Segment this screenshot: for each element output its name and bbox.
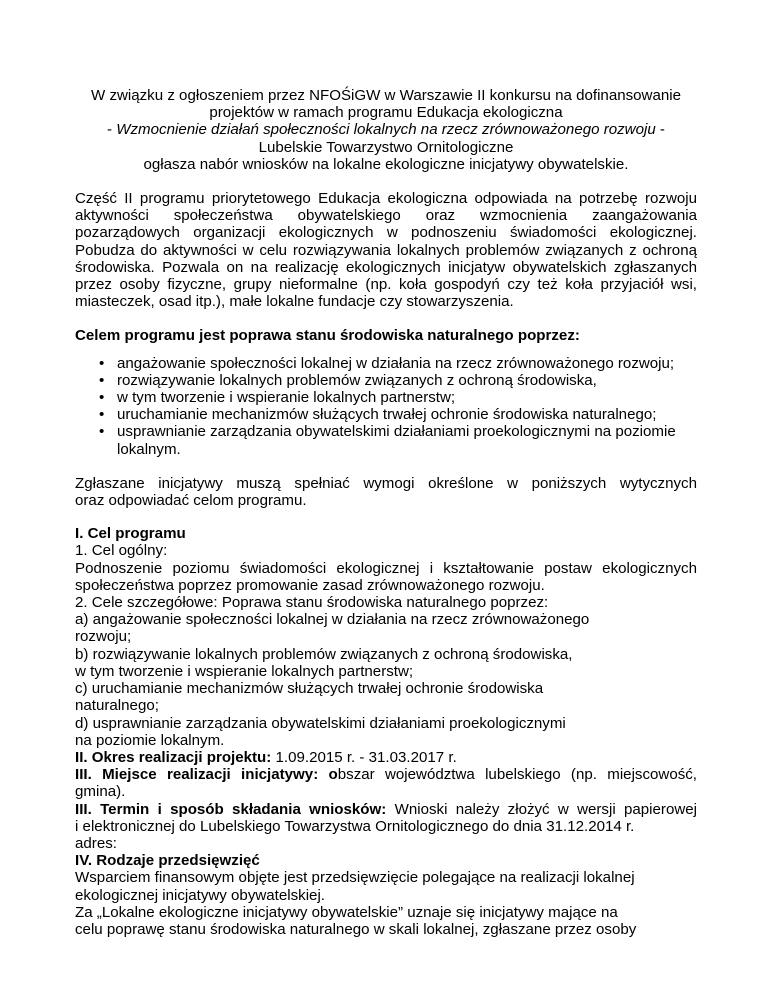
section-1-line: b) rozwiązywanie lokalnych problemów związanych z ochroną środowiska,: [75, 645, 573, 663]
organization-name: Lubelskie Towarzystwo Ornitologiczne: [258, 138, 514, 156]
bullet-item: [75, 423, 697, 457]
section-1-heading: I. Cel programu: [75, 525, 186, 543]
header-line-3-prefix: -: [107, 121, 117, 139]
section-1-line: Podnoszenie poziomu świadomości ekologicznej i kształtowanie postaw ekologicznych: [75, 559, 697, 577]
section-3b: [75, 801, 697, 853]
section-1-line: na poziomie lokalnym.: [75, 731, 225, 749]
bullet-text: angażowanie społeczności lokalnej w działania na rzecz zrównoważonego rozwoju;: [117, 354, 675, 372]
document-content: [75, 87, 697, 938]
section-4-heading: IV. Rodzaje przedsięwzięć: [75, 852, 260, 870]
section-1: [75, 525, 697, 749]
bullet-text: w tym tworzenie i wspieranie lokalnych partnerstw;: [117, 389, 456, 407]
bullet-dot: •: [99, 406, 105, 424]
intro-line: przez osoby fizyczne, grupy nieformalne (np. koła gospodyń czy też koła przyjaciół wsi,: [75, 276, 697, 294]
intro-line: aktywności społeczeństwa obywatelskiego oraz wzmocnienia zaangażowania: [75, 207, 697, 225]
section-1-line: 2. Cele szczegółowe: Poprawa stanu środowiska naturalnego poprzez:: [75, 594, 549, 612]
section-1-line: a) angażowanie społeczności lokalnej w działania na rzecz zrównoważonego: [75, 611, 590, 629]
section-4-line: Wsparciem finansowym objęte jest przedsięwzięcie polegające na realizacji lokalnej: [75, 869, 635, 887]
bullet-dot: •: [99, 423, 105, 441]
address-label: adres:: [75, 834, 117, 852]
section-2: [75, 749, 697, 766]
intro-line: miasteczek, osad itp.), małe lokalne fundacje czy stowarzyszenia.: [75, 293, 514, 311]
section-1-line: d) usprawnianie zarządzania obywatelskimi działaniami proekologicznymi: [75, 714, 566, 732]
section-3a-line: [75, 766, 697, 783]
intro-line: środowiska. Pozwala on na realizację ekologicznych inicjatyw obywatelskich zgłaszanych: [75, 258, 697, 276]
section-3a: [75, 766, 697, 800]
section-3b-line: i elektronicznej do Lubelskiego Towarzystwa Ornitologicznego do dnia 31.12.2014 r.: [75, 817, 635, 835]
section-3a-line: gmina).: [75, 783, 126, 801]
section-1-line: społeczeństwa poprzez promowanie zasad zrównoważonego rozwoju.: [75, 576, 545, 594]
section-4-line: celu poprawę stanu środowiska naturalnego w skali lokalnej, zgłaszane przez osoby: [75, 920, 637, 938]
section-4: [75, 852, 697, 938]
intro-line: Pobudza do aktywności w celu rozwiązywania lokalnych problemów związanych z ochroną: [75, 241, 697, 259]
section-1-line: rozwoju;: [75, 628, 132, 646]
section-1-line: naturalnego;: [75, 697, 159, 715]
intro-line: pozarządowych organizacji ekologicznych w podnoszeniu świadomości ekologicznej.: [75, 224, 697, 242]
bullet-item: [75, 372, 697, 389]
section-1-general-goal: [75, 560, 697, 594]
requirements-line: Zgłaszane inicjatywy muszą spełniać wymogi określone w poniższych wytycznych: [75, 474, 697, 492]
section-1-line: c) uruchamianie mechanizmów służących trwałej ochronie środowiska: [75, 680, 544, 698]
section-2-label: II. Okres realizacji projektu:: [75, 748, 272, 766]
bullet-text: uruchamianie mechanizmów służących trwałej ochronie środowiska naturalnego;: [117, 406, 657, 424]
bullet-dot: •: [99, 389, 105, 407]
section-3b-value: Wnioski należy złożyć w wersji papierowej: [386, 800, 697, 818]
section-3b-label: III. Termin i sposób składania wniosków:: [75, 800, 387, 818]
section-4-line: ekologicznej inicjatywy obywatelskiej.: [75, 886, 325, 904]
bullet-text: usprawnianie zarządzania obywatelskimi działaniami proekologicznymi na poziomie: [117, 423, 676, 441]
requirements-paragraph: [75, 475, 697, 509]
header-line-3-suffix: -: [655, 121, 665, 139]
bullet-dot: •: [99, 371, 105, 389]
bullet-item: [75, 355, 697, 372]
bullet-item: [75, 406, 697, 423]
requirements-line: oraz odpowiadać celom programu.: [75, 492, 307, 510]
program-subtitle: Wzmocnienie działań społeczności lokalnych na rzecz zrównoważonego rozwoju: [116, 121, 656, 139]
intro-line: Część II programu priorytetowego Edukacja ekologiczna odpowiada na potrzebę rozwoju: [75, 190, 697, 208]
section-4-line: Za „Lokalne ekologiczne inicjatywy obywatelskie” uznaje się inicjatywy mające na: [75, 903, 618, 921]
header-line-1: W związku z ogłoszeniem przez NFOŚiGW w Warszawie II konkursu na dofinansowanie: [91, 87, 681, 104]
section-3a-label: III. Miejsce realizacji inicjatywy: o: [75, 766, 338, 784]
bullet-text-continued: lokalnym.: [117, 440, 181, 458]
bullet-dot: •: [99, 354, 105, 372]
announcement-header: [75, 87, 697, 173]
section-3b-line: [75, 801, 697, 818]
section-1-line: 1. Cel ogólny:: [75, 542, 168, 560]
bullet-text: rozwiązywanie lokalnych problemów związanych z ochroną środowiska,: [117, 371, 597, 389]
header-line-3: [75, 121, 697, 138]
header-line-5: ogłasza nabór wniosków na lokalne ekologiczne inicjatywy obywatelskie.: [143, 155, 629, 173]
section-1-line: w tym tworzenie i wspieranie lokalnych partnerstw;: [75, 662, 414, 680]
intro-paragraph: [75, 190, 697, 310]
section-3a-value: bszar województwa lubelskiego (np. miejscowość,: [337, 766, 697, 784]
bullet-item: [75, 389, 697, 406]
header-line-2: projektów w ramach programu Edukacja ekologiczna: [209, 104, 563, 122]
goal-bullet-list: [75, 355, 697, 458]
goal-heading: Celem programu jest poprawa stanu środowiska naturalnego poprzez:: [75, 327, 580, 345]
section-2-value: 1.09.2015 r. - 31.03.2017 r.: [271, 748, 457, 766]
